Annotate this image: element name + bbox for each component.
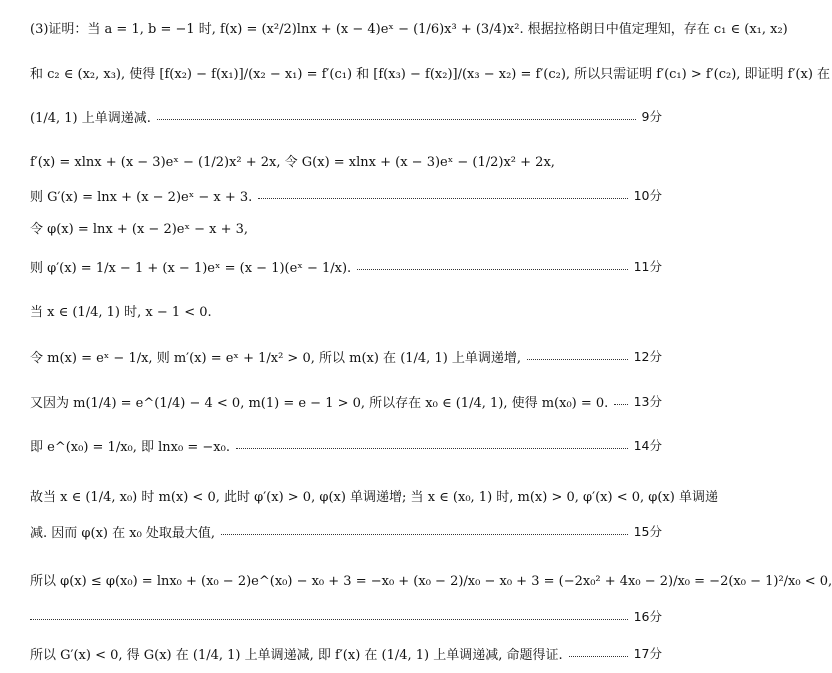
solution-line-15 [30,606,662,626]
line-text: 所以 φ(x) ≤ φ(x₀) = lnx₀ + (x₀ − 2)e^(x₀) − x₀ + 3 = −x₀ + (x₀ − 2)/x₀ − x₀ + 3 = (−2x₀² + 4x₀ − 2)/x₀ = −2(x₀ − 1)²/x₀ < 0, [30,573,832,589]
line-text: 当 x ∈ (1/4, 1) 时, x − 1 < 0. [30,304,212,320]
line-text: 令 φ(x) = lnx + (x − 2)eˣ − x + 3, [30,221,249,237]
score-label: 17分 [633,646,662,661]
line-text: 即 e^(x₀) = 1/x₀, 即 lnx₀ = −x₀. [30,439,230,455]
dot-leader [258,198,627,199]
dot-leader [357,269,627,270]
score-label: 14分 [633,438,662,453]
dot-leader [614,404,627,405]
score-label: 11分 [633,259,662,274]
dot-leader [30,619,628,620]
score-label: 12分 [633,349,662,364]
solution-line-7 [30,250,662,282]
dot-leader [236,448,628,449]
score-label: 16分 [633,609,662,624]
solution-line-9 [30,340,662,372]
solution-line-8 [30,295,662,325]
dot-leader [569,656,628,657]
score-label: 15分 [633,524,662,539]
line-text: f′(x) = xlnx + (x − 3)eˣ − (1/2)x² + 2x, 令 G(x) = xlnx + (x − 3)eˣ − (1/2)x² + 2x, [30,154,555,170]
dot-leader [221,534,628,535]
solution-line-10 [30,385,662,417]
line-text: 则 φ′(x) = 1/x − 1 + (x − 1)eˣ = (x − 1)(eˣ − 1/x). [30,260,352,276]
solution-line-5 [30,184,662,206]
dot-leader [527,359,628,360]
solution-line-14 [30,563,832,595]
solution-line-2 [30,56,831,88]
line-text: 故当 x ∈ (1/4, x₀) 时 m(x) < 0, 此时 φ′(x) > 0, φ(x) 单调递增; 当 x ∈ (x₀, 1) 时, m(x) > 0, φ′(x) < 0, φ(x) 单调递 [30,489,718,505]
score-label: 9分 [641,109,662,124]
solution-line-6 [30,216,662,238]
score-label: 10分 [633,188,662,203]
solution-line-11 [30,430,662,460]
solution-line-12 [30,480,718,510]
solution-line-13 [30,520,662,542]
line-text: (3)证明：当 a = 1, b = −1 时, f(x) = (x²/2)lnx + (x − 4)eˣ − (1/6)x³ + (3/4)x². 根据拉格朗日中值定理知，存在 c₁ ∈ (x₁, x₂) [30,21,788,37]
line-text: 所以 G′(x) < 0, 得 G(x) 在 (1/4, 1) 上单调递减, 即 f′(x) 在 (1/4, 1) 上单调递减, 命题得证. [30,647,563,663]
dot-leader [157,119,636,120]
line-text: 和 c₂ ∈ (x₂, x₃), 使得 [f(x₂) − f(x₁)]/(x₂ − x₁) = f′(c₁) 和 [f(x₃) − f(x₂)]/(x₃ − x₂) = f′(c₂), 所以只需证明 f′(c₁) > f′(c₂), 即证明 f′(x) 在 [30,66,831,82]
solution-line-4 [30,145,662,175]
line-text: (1/4, 1) 上单调递减. [30,110,151,126]
solution-line-3 [30,101,662,131]
line-text: 又因为 m(1/4) = e^(1/4) − 4 < 0, m(1) = e − 1 > 0, 所以存在 x₀ ∈ (1/4, 1), 使得 m(x₀) = 0. [30,395,609,411]
solution-line-1 [30,12,788,42]
line-text: 减. 因而 φ(x) 在 x₀ 处取最大值, [30,525,216,541]
line-text: 令 m(x) = eˣ − 1/x, 则 m′(x) = eˣ + 1/x² > 0, 所以 m(x) 在 (1/4, 1) 上单调递增, [30,350,522,366]
score-label: 13分 [633,394,662,409]
solution-line-16 [30,638,662,668]
line-text: 则 G′(x) = lnx + (x − 2)eˣ − x + 3. [30,189,253,205]
